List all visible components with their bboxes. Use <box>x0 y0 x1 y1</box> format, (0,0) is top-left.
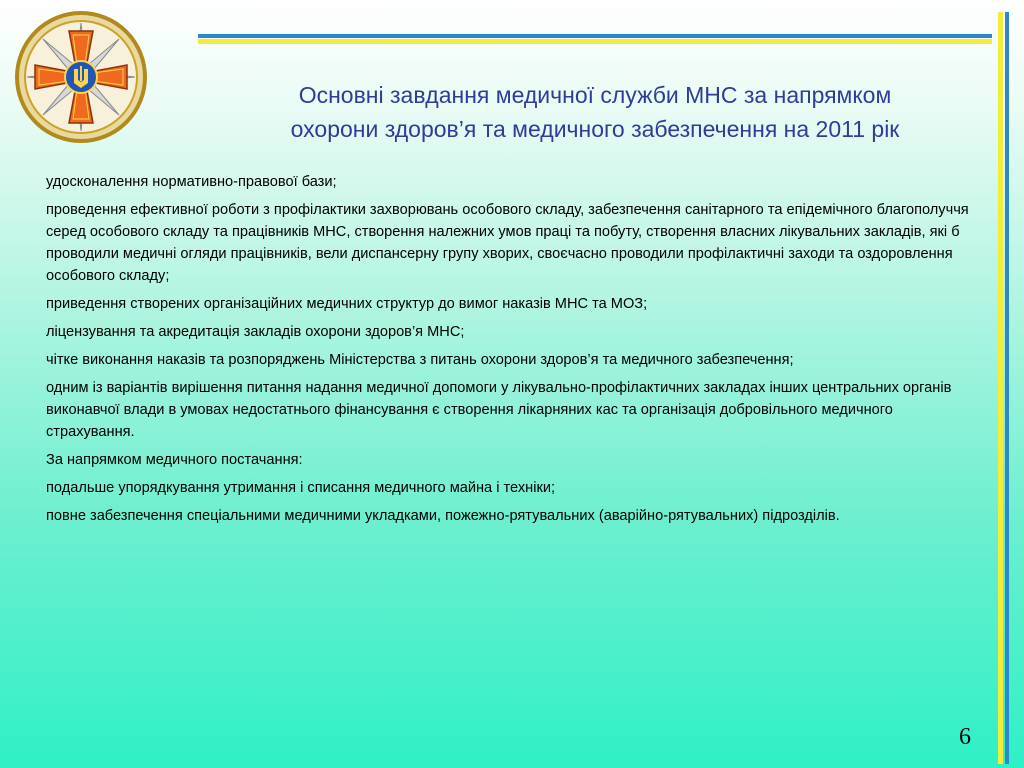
body-paragraph: подальше упорядкування утримання і списання медичного майна і техніки; <box>46 480 556 496</box>
page-number: 6 <box>959 724 971 750</box>
body-paragraph: чітке виконання наказів та розпоряджень Міністерства з питань охорони здоров’я та медичного забезпечення; <box>46 352 794 368</box>
body-paragraph: повне забезпечення спеціальними медичними укладками, пожежно-рятувальних (аварійно-рятувальних) підрозділів. <box>46 508 840 524</box>
side-rule-blue <box>1005 12 1009 764</box>
emblem-icon <box>10 8 152 146</box>
slide-title-line-1: Основні завдання медичної служби МНС за напрямком <box>298 82 892 108</box>
slide-title-line-2: охорони здоров’я та медичного забезпечення на 2011 рік <box>290 116 900 142</box>
body-paragraph: За напрямком медичного постачання: <box>46 452 303 468</box>
body-paragraph: одним із варіантів вирішення питання надання медичної допомоги у лікувально-профілактичних закладах інших центральних органів виконавчої влади в умовах недостатнього фінансування є створення лікарняних кас та організація добровільного медичного страхування. <box>46 380 952 440</box>
body-paragraph: ліцензування та акредитація закладів охорони здоров’я МНС; <box>46 324 465 340</box>
body-paragraph: приведення створених організаційних медичних структур до вимог наказів МНС та МОЗ; <box>46 296 648 312</box>
side-rule-yellow <box>998 12 1003 764</box>
slide-body <box>46 171 976 533</box>
body-paragraph: удосконалення нормативно-правової бази; <box>46 174 337 190</box>
header-rule-yellow <box>198 39 992 44</box>
header-rule-blue <box>198 34 992 38</box>
slide-title <box>200 78 990 146</box>
body-paragraph: проведення ефективної роботи з профілактики захворювань особового складу, забезпечення санітарного та епідемічного благополуччя серед особового складу та працівників МНС, створення належних умов праці та побуту, створення власних лікувальних закладів, які б проводили медичні огляди працівників, вели диспансерну групу хворих, своєчасно проводили профілактичні заходи та оздоровлення особового складу; <box>46 202 969 284</box>
